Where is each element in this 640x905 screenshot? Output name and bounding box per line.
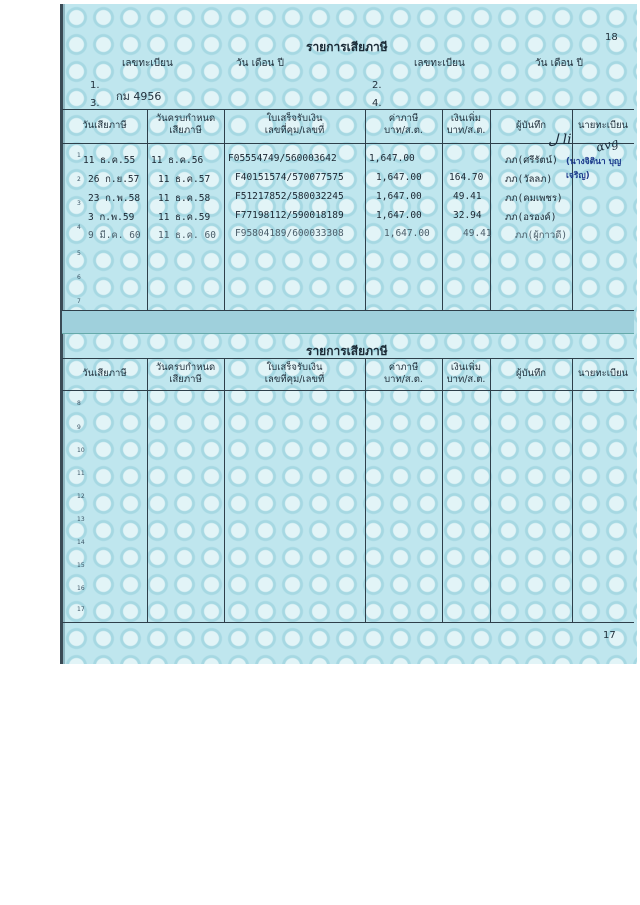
cell-due-date: 11 ธ.ค.59 (158, 212, 211, 223)
row-number: 3 (77, 200, 81, 207)
reg-item-3: 3. (90, 98, 100, 109)
upper-col-line (490, 109, 491, 310)
cell-receipt: F95804189/600033308 (235, 228, 344, 239)
upper-col-header: นายทะเบียน (577, 120, 629, 131)
lower-col-header: นายทะเบียน (577, 368, 629, 379)
lower-col-line (365, 358, 366, 622)
cell-recorder: ภภ(คมเพชร) (505, 193, 563, 204)
upper-col-header: ผู้บันทึก (515, 120, 547, 131)
cell-extra: 32.94 (453, 210, 482, 221)
row-number: 6 (77, 274, 81, 281)
page-number-top: 18 (605, 32, 618, 43)
row-number: 4 (77, 224, 81, 231)
lower-col-header: ใบเสร็จรับเงิน เลขที่คุม/เลขที่ (264, 362, 325, 385)
row-number: 7 (77, 298, 81, 305)
cell-paid-date: 3 ก.พ.59 (88, 212, 135, 223)
row-number: 9 (77, 424, 81, 431)
cell-extra: 49.41 (463, 228, 492, 239)
date-header-left: วัน เดือน ปี (236, 58, 284, 69)
row-number: 1 (77, 152, 81, 159)
cell-recorder: ภภ(อรองค์) (505, 212, 557, 223)
cell-extra: 164.70 (449, 172, 484, 183)
lower-col-header: ค่าภาษี บาท/ส.ต. (384, 362, 423, 385)
cell-paid-date: 9 มี.ค. 60 (88, 230, 141, 241)
cell-recorder: ภภ(ศรีรัตน์) (505, 155, 558, 166)
row-number: 5 (77, 250, 81, 257)
lower-table-bottom (62, 622, 634, 623)
cell-due-date: 11 ธ.ค.57 (158, 174, 211, 185)
row-number: 15 (77, 562, 85, 569)
row-number: 16 (77, 585, 85, 592)
row-number: 10 (77, 447, 85, 454)
lower-title: รายการเสียภาษี (306, 344, 388, 358)
date-header-right: วัน เดือน ปี (535, 58, 583, 69)
upper-col-line (572, 109, 573, 310)
upper-col-header: ค่าภาษี บาท/ส.ต. (384, 113, 423, 136)
cell-due-date: 11 ธ.ค.56 (151, 155, 204, 166)
plate-number: กม 4956 (116, 90, 162, 103)
cell-tax: 1,647.00 (384, 228, 430, 239)
row-number: 8 (77, 400, 81, 407)
cell-tax: 1,647.00 (369, 153, 415, 164)
cell-tax: 1,647.00 (376, 172, 422, 183)
page-number-bottom: 17 (603, 630, 616, 641)
reg-header-right: เลขทะเบียน (414, 58, 465, 69)
row-number: 17 (77, 606, 85, 613)
lower-col-line (442, 358, 443, 622)
row-number: 11 (77, 470, 85, 477)
cell-tax: 1,647.00 (376, 210, 422, 221)
row-number: 12 (77, 493, 85, 500)
reg-item-4: 4. (372, 98, 382, 109)
cell-receipt: F51217852/580032245 (235, 191, 344, 202)
cell-paid-date: 23 ก.พ.58 (88, 193, 141, 204)
upper-title: รายการเสียภาษี (306, 40, 388, 54)
lower-col-header: วันครบกำหนด เสียภาษี (155, 362, 216, 385)
lower-col-header: วันเสียภาษี (82, 368, 127, 379)
registrar-stamp: (นางจิตินา บุญเจริญ) (566, 157, 622, 181)
lower-col-line (224, 358, 225, 622)
reg-item-2: 2. (372, 80, 382, 91)
upper-col-line (224, 109, 225, 310)
lower-col-line (572, 358, 573, 622)
upper-col-header: วันเสียภาษี (82, 120, 127, 131)
cell-recorder: ภภ(ผู้กาวดี) (515, 230, 568, 241)
signature: ل li (548, 132, 572, 148)
lower-col-header: ผู้บันทึก (515, 368, 547, 379)
lower-col-header: เงินเพิ่ม บาท/ส.ต. (446, 362, 486, 385)
signature: ɑvg (594, 135, 621, 155)
row-number: 14 (77, 539, 85, 546)
reg-header-left: เลขทะเบียน (122, 58, 173, 69)
upper-col-line (442, 109, 443, 310)
cell-paid-date: 26 ก.ย.57 (88, 174, 140, 185)
cell-recorder: ภภ(วัลลภ) (505, 174, 553, 185)
cell-due-date: 11 ธ.ค.58 (158, 193, 211, 204)
cell-receipt: F40151574/570077575 (235, 172, 344, 183)
cell-tax: 1,647.00 (376, 191, 422, 202)
cell-receipt: F77198112/590018189 (235, 210, 344, 221)
upper-table-bottom (62, 310, 634, 311)
upper-col-line (147, 109, 148, 310)
lower-col-line (147, 358, 148, 622)
upper-col-header: ใบเสร็จรับเงิน เลขที่คุม/เลขที่ (264, 113, 325, 136)
upper-col-header: เงินเพิ่ม บาท/ส.ต. (446, 113, 486, 136)
cell-receipt: F05554749/560003642 (228, 153, 337, 164)
cell-extra: 49.41 (453, 191, 482, 202)
page-fold (62, 310, 634, 334)
reg-item-1: 1. (90, 80, 100, 91)
upper-col-line (365, 109, 366, 310)
lower-col-line (490, 358, 491, 622)
upper-col-header: วันครบกำหนด เสียภาษี (155, 113, 216, 136)
cell-paid-date: 11 ธ.ค.55 (83, 155, 136, 166)
row-number: 13 (77, 516, 85, 523)
cell-due-date: 11 ธ.ค. 60 (158, 230, 216, 241)
row-number: 2 (77, 176, 81, 183)
